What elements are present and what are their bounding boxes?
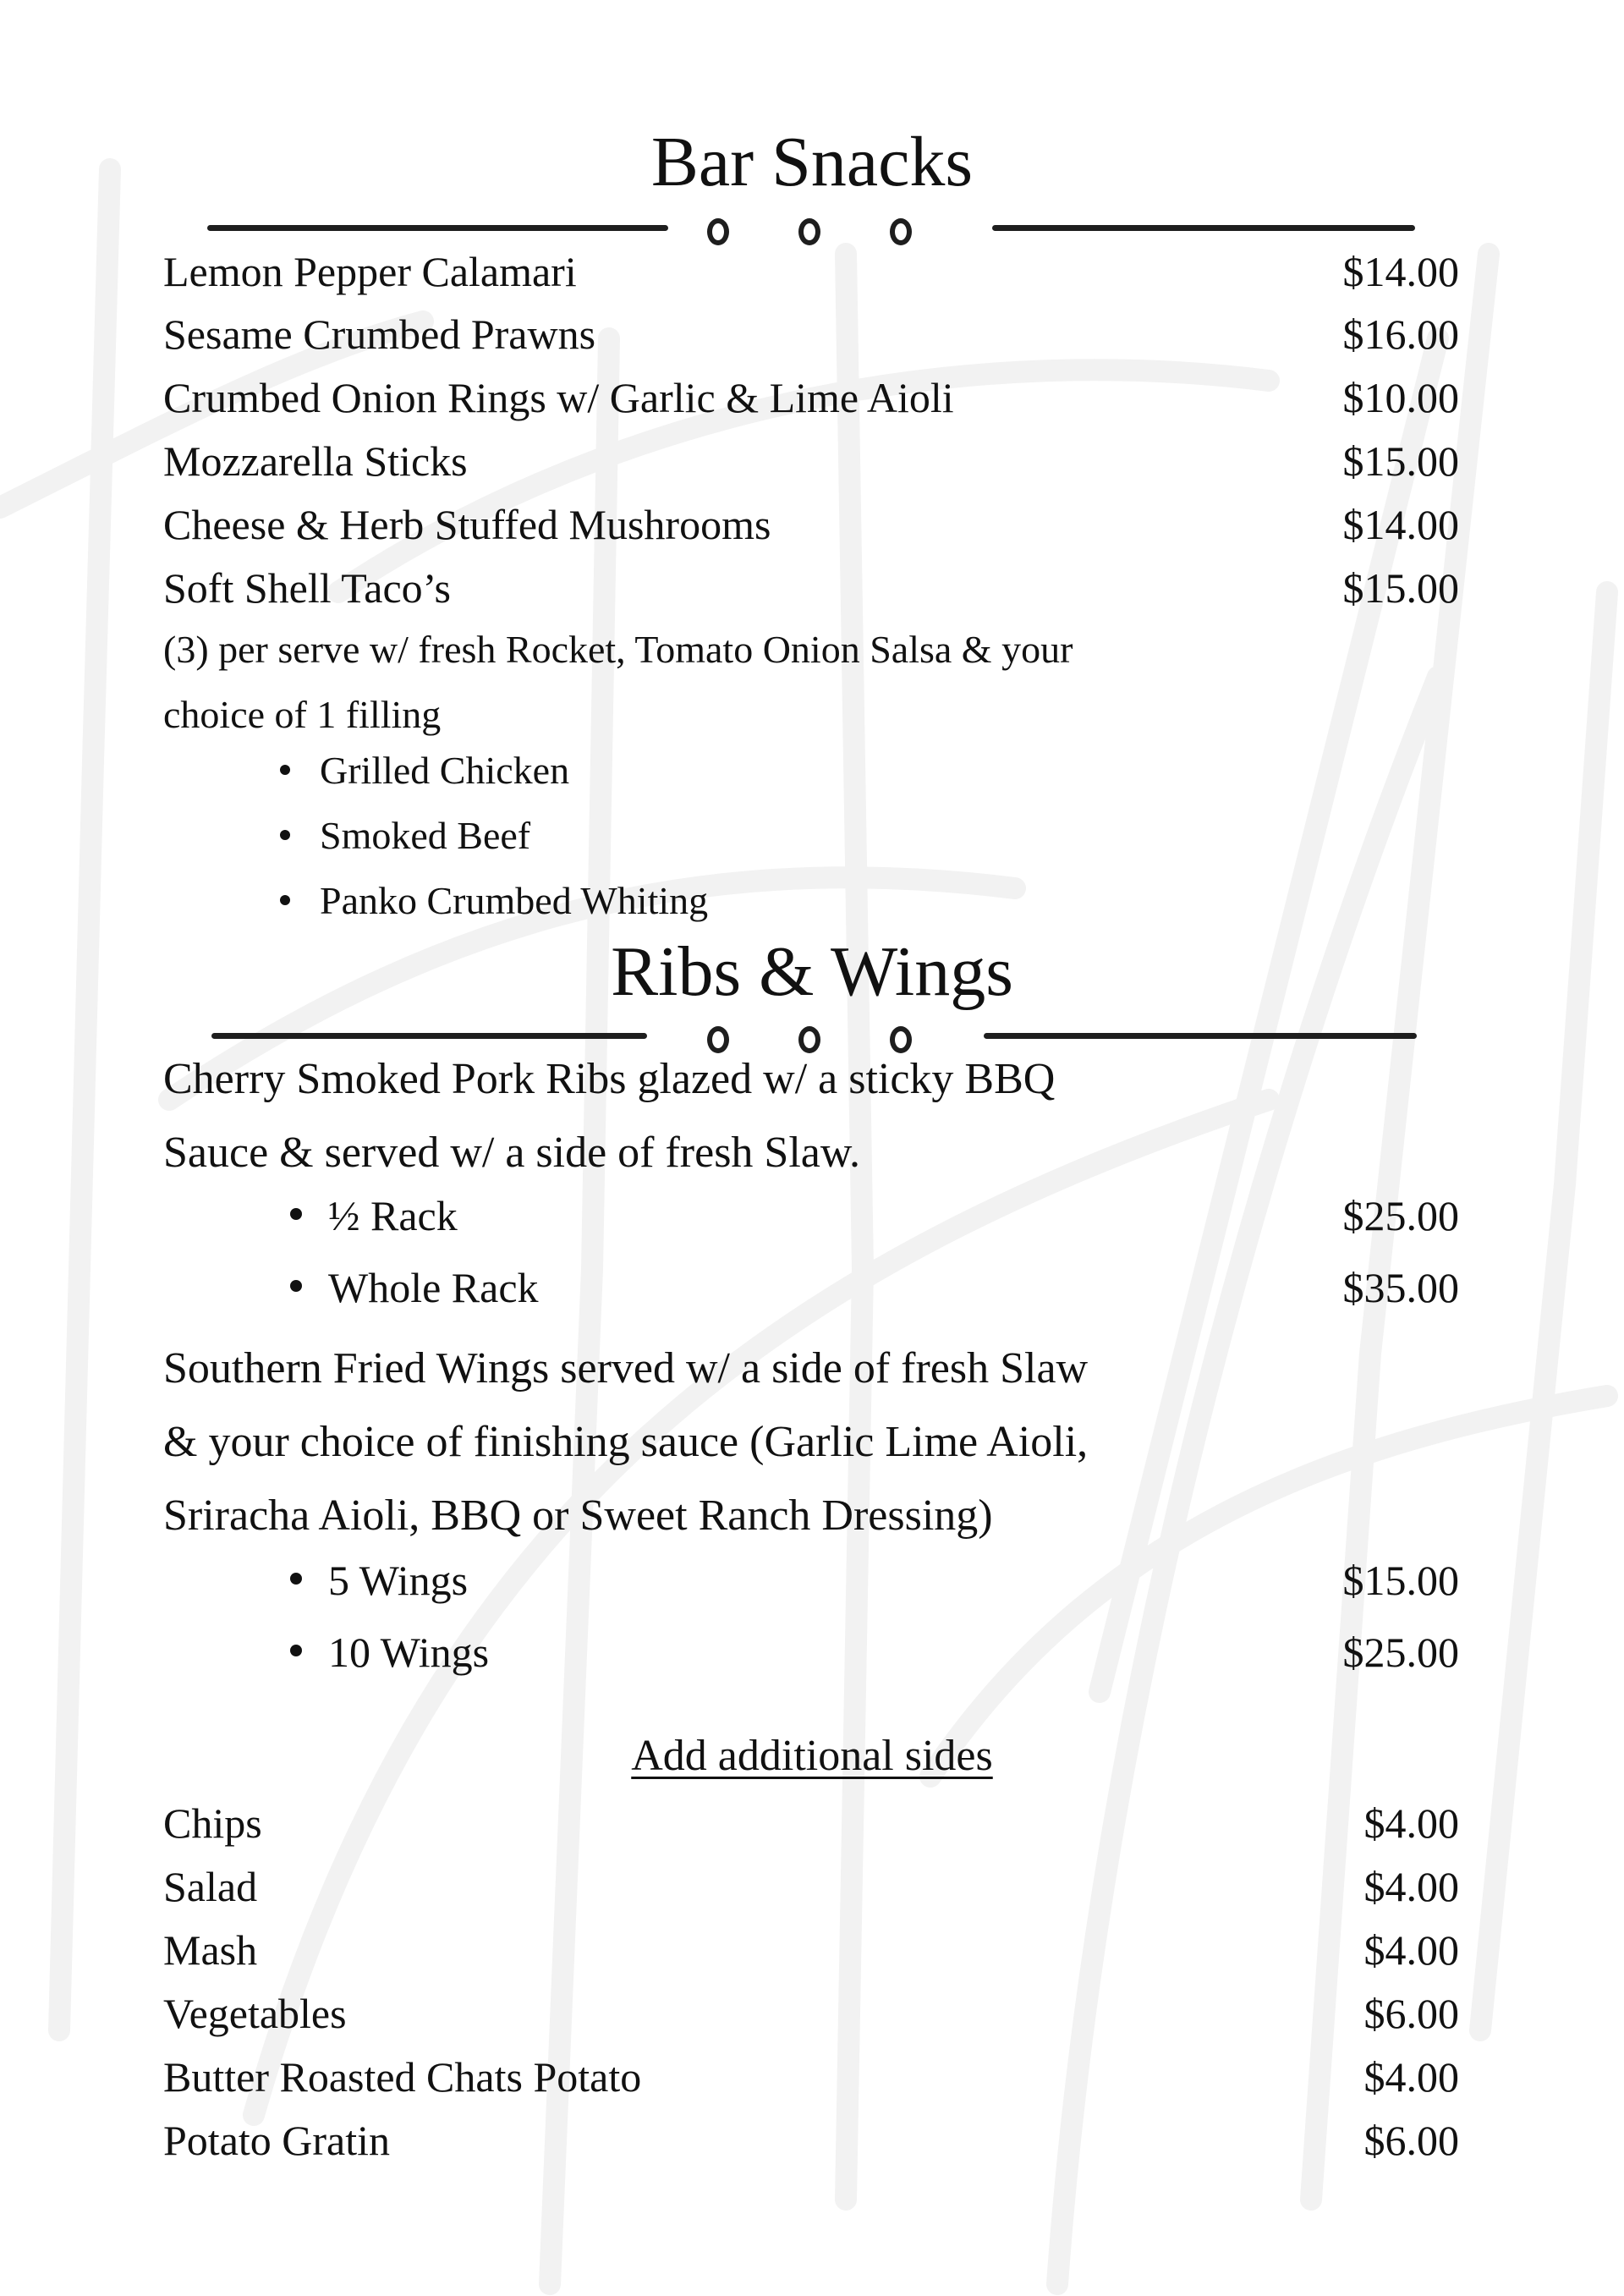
taco-description: choice of 1 filling [163, 693, 442, 736]
ribs-description: Cherry Smoked Pork Ribs glazed w/ a sticky BBQ [163, 1055, 1056, 1103]
side-name: Potato Gratin [163, 2117, 391, 2164]
side-name: Chips [163, 1799, 262, 1847]
item-name: Cheese & Herb Stuffed Mushrooms [163, 501, 771, 548]
item-name: Mozzarella Sticks [163, 437, 468, 485]
option-name: 5 Wings [328, 1557, 469, 1604]
option-name: Grilled Chicken [320, 749, 570, 792]
bullet-icon [290, 1208, 302, 1220]
option-name: 10 Wings [328, 1629, 490, 1676]
ribs-description: Sauce & served w/ a side of fresh Slaw. [163, 1129, 861, 1177]
item-name: Sesame Crumbed Prawns [163, 310, 596, 358]
side-price: $4.00 [1363, 1799, 1459, 1847]
side-price: $4.00 [1363, 2053, 1459, 2101]
side-name: Butter Roasted Chats Potato [163, 2053, 642, 2101]
option-name: Whole Rack [328, 1264, 539, 1311]
side-price: $6.00 [1363, 2117, 1459, 2164]
side-price: $6.00 [1363, 1990, 1459, 2037]
section-title-ribs-wings: Ribs & Wings [611, 932, 1013, 1011]
side-name: Vegetables [163, 1990, 347, 2037]
side-name: Mash [163, 1926, 258, 1974]
item-price: $10.00 [1342, 374, 1459, 421]
side-name: Salad [163, 1863, 258, 1910]
ornament-divider [0, 1019, 1624, 1053]
wings-description: Southern Fried Wings served w/ a side of fresh Slaw [163, 1344, 1089, 1392]
option-price: $15.00 [1342, 1557, 1459, 1604]
item-price: $15.00 [1342, 437, 1459, 485]
item-name: Soft Shell Taco’s [163, 564, 452, 612]
option-price: $25.00 [1342, 1629, 1459, 1676]
option-name: Smoked Beef [320, 814, 531, 857]
option-name: ½ Rack [328, 1192, 458, 1239]
item-price: $14.00 [1342, 248, 1459, 295]
item-name: Crumbed Onion Rings w/ Garlic & Lime Aioli [163, 374, 954, 421]
bullet-icon [280, 830, 290, 840]
item-price: $14.00 [1342, 501, 1459, 548]
section-title-bar-snacks: Bar Snacks [650, 123, 974, 201]
wings-description: & your choice of finishing sauce (Garlic Lime Aioli, [163, 1418, 1089, 1466]
bullet-icon [280, 895, 290, 905]
bullet-icon [290, 1280, 302, 1292]
option-price: $35.00 [1342, 1264, 1459, 1311]
side-price: $4.00 [1363, 1863, 1459, 1910]
wings-description: Sriracha Aioli, BBQ or Sweet Ranch Dressing) [163, 1491, 993, 1540]
sides-heading: Add additional sides [631, 1732, 993, 1780]
bullet-icon [280, 765, 290, 775]
item-price: $15.00 [1342, 564, 1459, 612]
item-price: $16.00 [1342, 310, 1459, 358]
ornament-divider [0, 211, 1624, 245]
option-price: $25.00 [1342, 1192, 1459, 1239]
bullet-icon [290, 1645, 302, 1656]
option-name: Panko Crumbed Whiting [320, 879, 709, 922]
side-price: $4.00 [1363, 1926, 1459, 1974]
item-name: Lemon Pepper Calamari [163, 248, 577, 295]
bullet-icon [290, 1573, 302, 1585]
taco-description: (3) per serve w/ fresh Rocket, Tomato Onion Salsa & your [163, 628, 1073, 671]
